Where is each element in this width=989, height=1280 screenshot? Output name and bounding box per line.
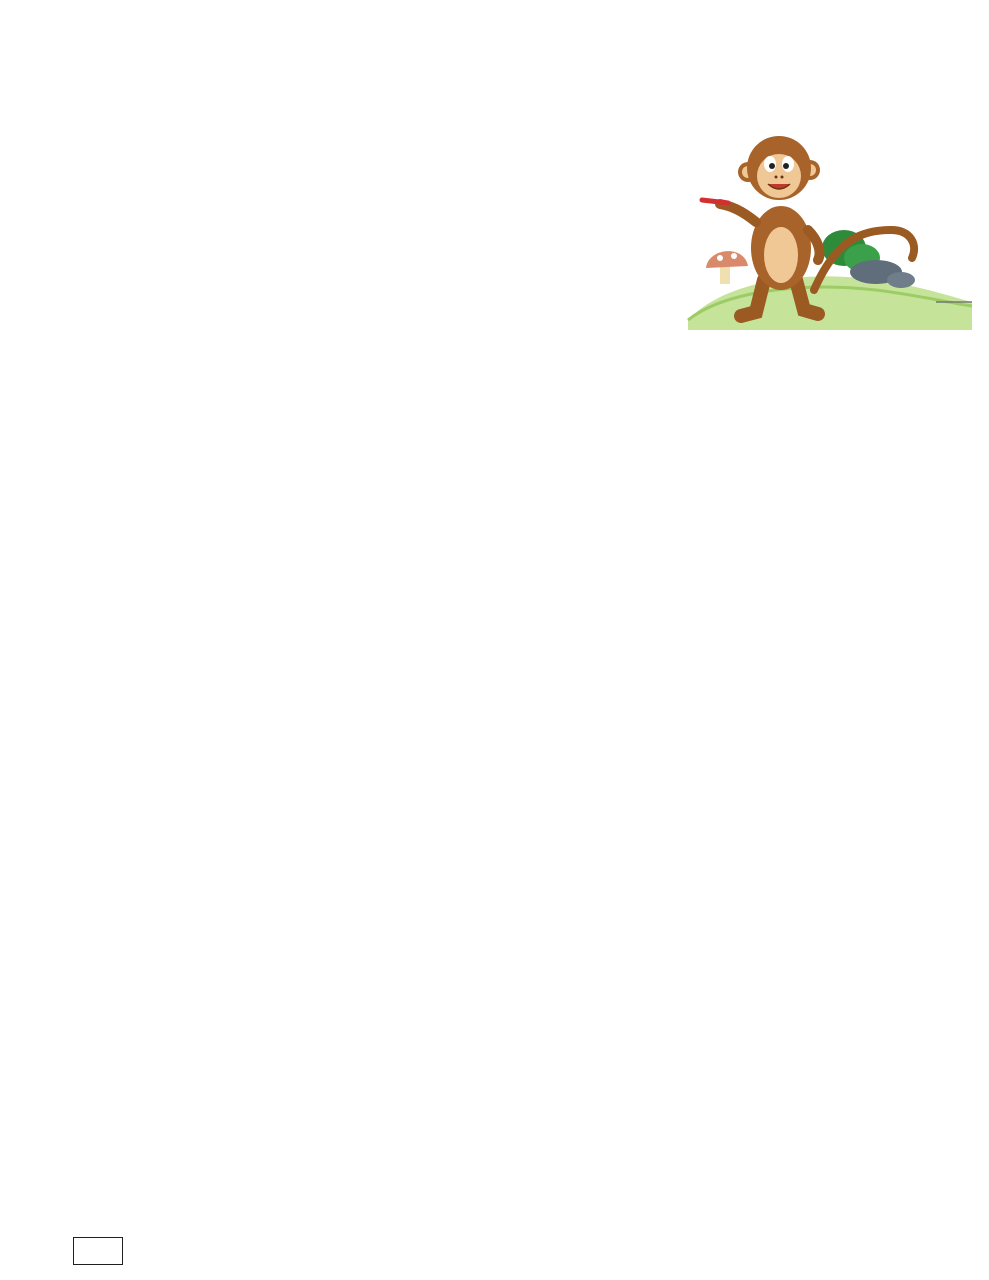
page-number bbox=[73, 1237, 123, 1265]
monkey-icon bbox=[686, 130, 976, 330]
sticks-diagram bbox=[0, 370, 989, 1010]
